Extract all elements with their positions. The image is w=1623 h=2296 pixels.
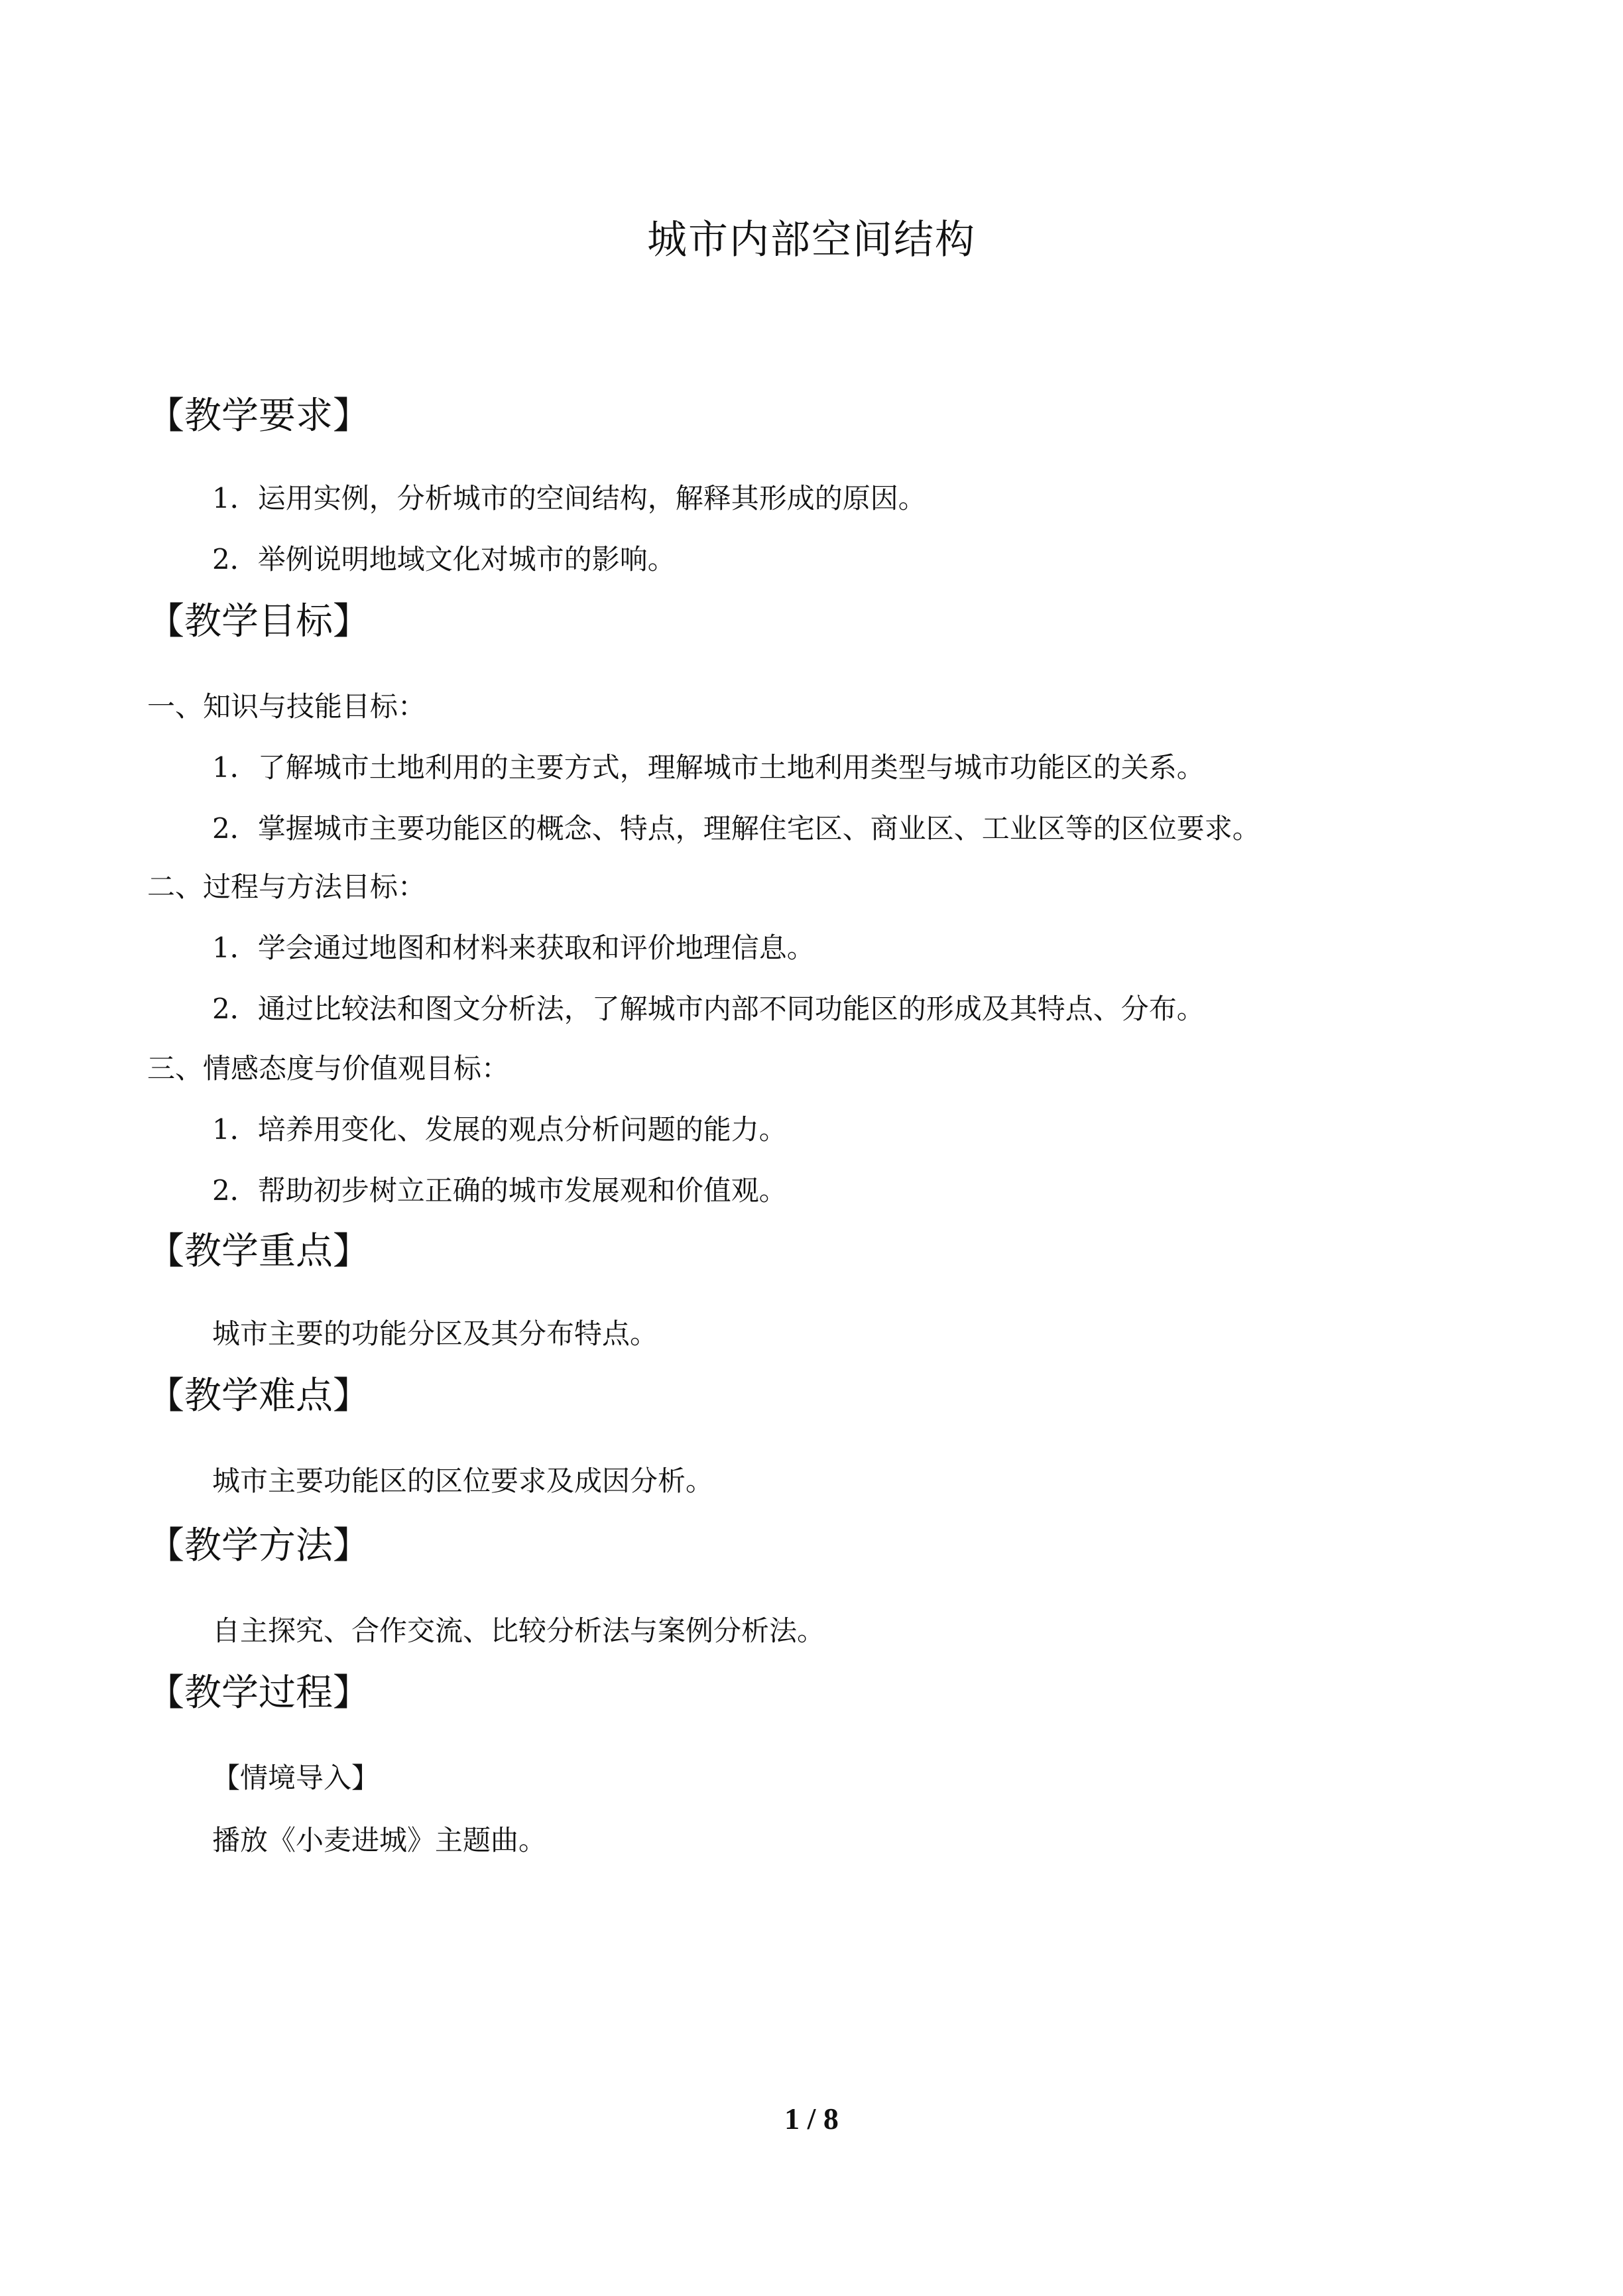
objective-group-label-1: 一、知识与技能目标：: [147, 690, 426, 723]
section-heading-objectives: 【教学目标】: [147, 600, 370, 643]
section-heading-requirements: 【教学要求】: [147, 394, 370, 438]
objective-item-1-1: 1．了解城市土地利用的主要方式，理解城市土地利用类型与城市功能区的关系。: [212, 751, 1205, 784]
methods-text: 自主探究、合作交流、比较分析法与案例分析法。: [212, 1614, 825, 1647]
objective-item-3-2: 2．帮助初步树立正确的城市发展观和价值观。: [212, 1174, 787, 1207]
difficulties-text: 城市主要功能区的区位要求及成因分析。: [212, 1465, 714, 1497]
section-heading-key-points: 【教学重点】: [147, 1230, 370, 1273]
objective-group-label-2: 二、过程与方法目标：: [147, 871, 426, 903]
requirement-item-2: 2．举例说明地域文化对城市的影响。: [212, 543, 676, 575]
requirement-item-1: 1．运用实例，分析城市的空间结构，解释其形成的原因。: [212, 482, 926, 514]
section-heading-process: 【教学过程】: [147, 1671, 370, 1715]
section-heading-methods: 【教学方法】: [147, 1524, 370, 1567]
document-title: 城市内部空间结构: [647, 217, 976, 263]
objective-item-2-2: 2．通过比较法和图文分析法，了解城市内部不同功能区的形成及其特点、分布。: [212, 993, 1205, 1025]
key-points-text: 城市主要的功能分区及其分布特点。: [212, 1317, 658, 1350]
section-heading-difficulties: 【教学难点】: [147, 1374, 370, 1418]
objective-item-2-1: 1．学会通过地图和材料来获取和评价地理信息。: [212, 932, 815, 964]
objective-item-1-2: 2．掌握城市主要功能区的概念、特点，理解住宅区、商业区、工业区等的区位要求。: [212, 812, 1260, 845]
process-subheading: 【情境导入】: [212, 1762, 380, 1794]
objective-item-3-1: 1．培养用变化、发展的观点分析问题的能力。: [212, 1113, 787, 1146]
process-text: 播放《小麦进城》主题曲。: [212, 1824, 547, 1856]
page-number: 1 / 8: [784, 2102, 839, 2136]
objective-group-label-3: 三、情感态度与价值观目标：: [147, 1052, 510, 1085]
